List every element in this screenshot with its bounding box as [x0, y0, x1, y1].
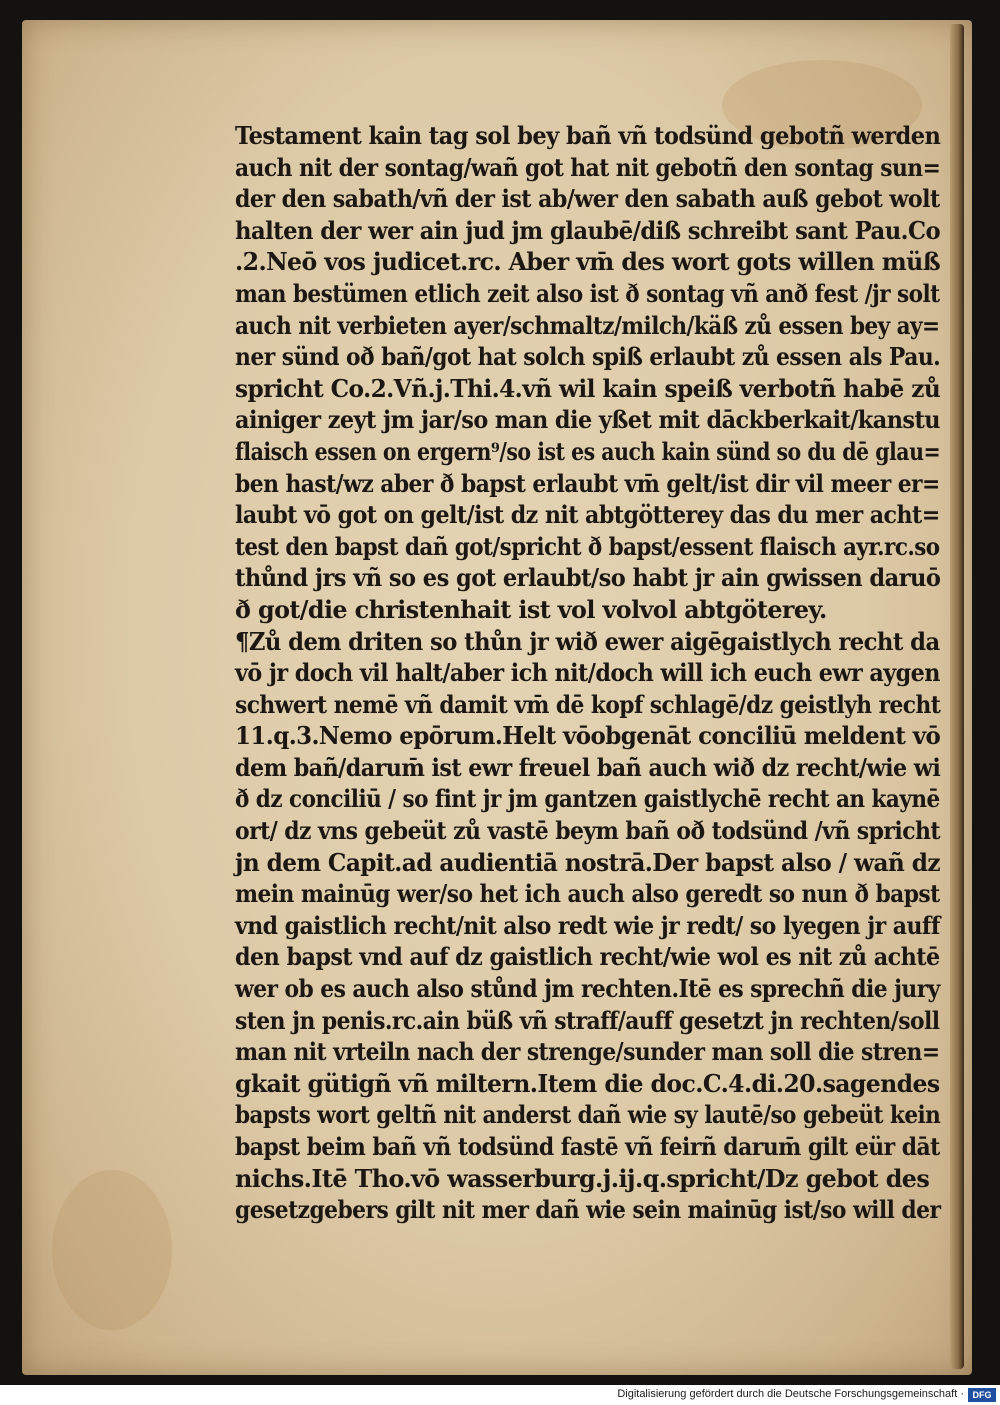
dfg-logo: DFG — [968, 1388, 996, 1402]
text-line: sten jn penis.rc.ain büß vñ straff/auff gesetzt jn rechten/soll — [235, 1005, 940, 1035]
text-line: auch nit der sontag/wañ got hat nit gebotñ den sontag sun= — [235, 152, 941, 182]
text-line: der den sabath/vñ der ist ab/wer den sabath auß gebot wolt — [235, 184, 940, 214]
text-line: vō jr doch vil halt/aber ich nit/doch will ich euch ewr aygen — [235, 658, 940, 688]
text-line: bapsts wort geltñ nit anderst dañ wie sy lautē/so gebeüt kein — [235, 1100, 941, 1130]
text-line: dem bañ/darum̄ ist ewr freuel bañ auch wið dz recht/wie wi — [235, 752, 941, 782]
dfg-credit: Digitalisierung gefördert durch die Deutsche Forschungsgemeinschaft · — [617, 1388, 964, 1400]
text-line: nichs.Itē Tho.vō wasserburg.j.ij.q.spricht/Dz gebot des — [235, 1163, 930, 1193]
text-line: test den bapst dañ got/spricht ð bapst/essent flaisch ayr.rc.so — [235, 531, 940, 561]
text-line: gesetzgebers gilt nit mer dañ wie sein mainūg ist/so will der — [235, 1195, 941, 1225]
text-line: thůnd jrs vñ so es got erlaubt/so habt jr ain gwissen daruō — [235, 563, 941, 593]
text-line: ner sünd oð bañ/got hat solch spiß erlaubt zů essen als Pau. — [235, 342, 941, 372]
text-line: laubt vō got on gelt/ist dz nit abtgötterey das du mer acht= — [235, 500, 940, 530]
text-line: ben hast/wz aber ð bapst erlaubt vm̄ gelt/ist dir vil meer er= — [235, 468, 940, 498]
text-line: mein mainūg wer/so het ich auch also geredt so nun ð bapst — [235, 879, 940, 909]
text-line: man bestümen etlich zeit also ist ð sontag vñ anð fest /jr solt — [235, 278, 940, 308]
text-line: .2.Neō vos judicet.rc. Aber vm̄ des wort gots willen müß — [235, 247, 941, 277]
text-line: flaisch essen on ergern⁹/so ist es auch kain sünd so du dē glau= — [235, 436, 941, 466]
footer-bar — [0, 1385, 1000, 1405]
text-line: den bapst vnd auf dz gaistlich recht/wie wol es nit zů achtē — [235, 942, 940, 972]
text-line: ð dz conciliū / so fint jr jm gantzen gaistlychē recht an kaynē — [235, 784, 940, 814]
page-edge — [950, 24, 964, 1369]
text-line: schwert nemē vñ damit vm̄ dē kopf schlagē/dz geistlyh recht — [235, 689, 941, 719]
text-line: ¶Zů dem driten so thůn jr wið ewer aigēgaistlych recht da — [235, 626, 940, 656]
text-line: spricht Co.2.Vñ.j.Thi.4.vñ wil kain speiß verbotñ habē zů — [235, 373, 941, 403]
text-line: 11.q.3.Nemo epōrum.Helt vōobgenāt conciliū meldent vō — [235, 721, 941, 751]
text-line: auch nit verbieten ayer/schmaltz/milch/käß zů essen bey ay= — [235, 310, 940, 340]
text-line: ainiger zeyt jm jar/so man die yßet mit dāckberkait/kanstu — [235, 405, 940, 435]
text-line: gkait gütigñ vñ miltern.Item die doc.C.4.di.20.sagendes — [235, 1068, 940, 1098]
paper-stain — [52, 1170, 172, 1330]
text-line: ð got/die christenhait ist vol volvol abtgöterey. — [235, 594, 827, 624]
text-line: ort/ dz vns gebeüt zů vastē beym bañ oð todsünd /vñ spricht — [235, 816, 941, 846]
text-line: Testament kain tag sol bey bañ vñ todsünd gebotñ werden — [235, 121, 941, 150]
page-text — [235, 120, 945, 1226]
text-line: wer ob es auch also stůnd jm rechten.Itē es sprechñ die jury — [235, 974, 940, 1004]
text-line: vnd gaistlich recht/nit also redt wie jr redt/ so lyegen jr auff — [235, 910, 940, 940]
text-line: bapst beim bañ vñ todsünd fastē vñ feirñ darum̄ gilt eür dāt — [235, 1132, 940, 1161]
text-line: man nit vrteiln nach der strenge/sunder man soll die stren= — [235, 1037, 940, 1067]
text-line: jn dem Capit.ad audientiā nostrā.Der bapst also / wañ dz — [235, 847, 940, 877]
text-line: halten der wer ain jud jm glaubē/diß schreibt sant Pau.Co — [235, 215, 941, 245]
